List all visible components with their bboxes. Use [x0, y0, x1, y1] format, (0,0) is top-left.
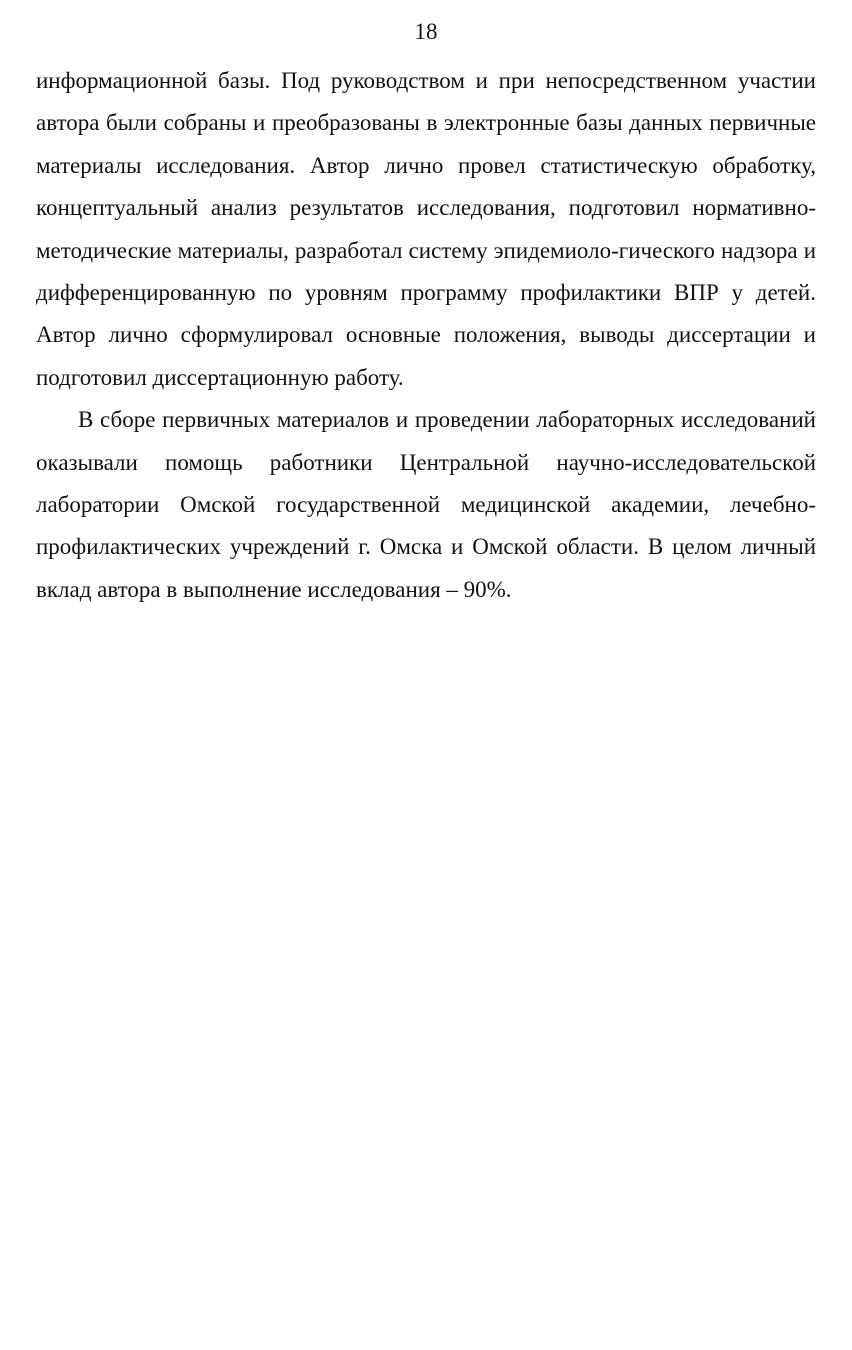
- page-number: 18: [414, 19, 438, 44]
- body-text: [36, 60, 816, 611]
- paragraph-contribution: В сборе первичных материалов и проведении лабораторных исследований оказывали помощь работники Центральной научно-исследовательской лаборатории Омской государственной медицинской академии, лечебно-профилактических учреждений г. Омска и Омской области. В целом личный вклад автора в выполнение исследования – 90%.: [36, 407, 816, 602]
- paragraph-continuation: информационной базы. Под руководством и при непосредственном участии автора были собраны и преобразованы в электронные базы данных первичные материалы исследования. Автор лично провел статистическую обработку, концептуальный анализ результатов исследования, подготовил нормативно-методические материалы, разработал систему эпидемиоло-гического надзора и дифференцированную по уровням программу профилактики ВПР у детей. Автор лично сформулировал основные положения, выводы диссертации и подготовил диссертационную работу.: [36, 68, 816, 390]
